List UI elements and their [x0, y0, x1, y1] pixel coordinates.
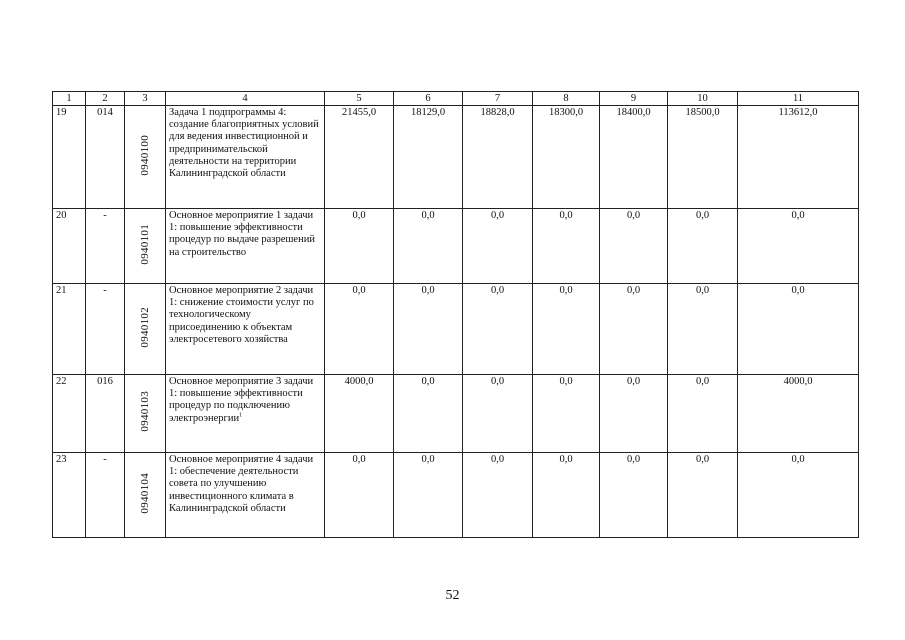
value-cell: 0,0: [738, 453, 859, 538]
header-cell: 2: [86, 92, 125, 106]
value-cell: 113612,0: [738, 106, 859, 209]
row-description: [166, 284, 325, 375]
header-cell: 1: [53, 92, 86, 106]
description-text: Задача 1 подпрограммы 4: создание благоприятных условий для ведения инвестиционной и предпринимательской деятельности на территории Калининградской области: [169, 107, 319, 180]
value-cell: 0,0: [325, 209, 394, 284]
value-cell: 0,0: [600, 284, 668, 375]
value-cell: 4000,0: [325, 375, 394, 453]
table-row: [53, 106, 859, 209]
value-cell: 18300,0: [533, 106, 600, 209]
row-classifier-code: [125, 284, 166, 375]
header-cell: 5: [325, 92, 394, 106]
header-cell: 3: [125, 92, 166, 106]
value-cell: 0,0: [325, 453, 394, 538]
row-classifier-code: [125, 209, 166, 284]
row-code: -: [86, 284, 125, 375]
header-cell: 6: [394, 92, 463, 106]
value-cell: 0,0: [463, 453, 533, 538]
row-code: 016: [86, 375, 125, 453]
row-number: 20: [53, 209, 86, 284]
value-cell: 0,0: [463, 209, 533, 284]
value-cell: 0,0: [668, 209, 738, 284]
row-description: [166, 106, 325, 209]
header-cell: 7: [463, 92, 533, 106]
budget-table: [52, 91, 859, 538]
row-description: [166, 375, 325, 453]
value-cell: 4000,0: [738, 375, 859, 453]
value-cell: 18129,0: [394, 106, 463, 209]
row-number: 23: [53, 453, 86, 538]
classifier-code-text: 0940101: [138, 223, 151, 265]
value-cell: 0,0: [325, 284, 394, 375]
row-number: 21: [53, 284, 86, 375]
row-description: [166, 453, 325, 538]
value-cell: 0,0: [394, 375, 463, 453]
table-row: [53, 453, 859, 538]
row-code: -: [86, 209, 125, 284]
value-cell: 0,0: [394, 209, 463, 284]
description-text: Основное мероприятие 1 задачи 1: повышение эффективности процедур по выдаче разрешений на строительство: [169, 210, 315, 258]
value-cell: 0,0: [600, 375, 668, 453]
row-classifier-code: [125, 375, 166, 453]
value-cell: 0,0: [600, 453, 668, 538]
table-header-row: [53, 92, 859, 106]
table-row: [53, 209, 859, 284]
description-text: Основное мероприятие 3 задачи 1: повышение эффективности процедур по подключению электроэнергии: [169, 376, 314, 424]
row-number: 22: [53, 375, 86, 453]
value-cell: 0,0: [668, 453, 738, 538]
row-code: -: [86, 453, 125, 538]
value-cell: 0,0: [533, 284, 600, 375]
description-text: Основное мероприятие 4 задачи 1: обеспечение деятельности совета по улучшению инвестиционного климата в Калининградской области: [169, 454, 314, 514]
value-cell: 18400,0: [600, 106, 668, 209]
value-cell: 0,0: [533, 209, 600, 284]
value-cell: 0,0: [394, 284, 463, 375]
row-classifier-code: [125, 106, 166, 209]
header-cell: 4: [166, 92, 325, 106]
row-classifier-code: [125, 453, 166, 538]
row-code: 014: [86, 106, 125, 209]
footnote-mark: 1: [239, 412, 243, 419]
value-cell: 0,0: [394, 453, 463, 538]
description-text: Основное мероприятие 2 задачи 1: снижение стоимости услуг по технологическому присоединению к объектам электросетевого хозяйства: [169, 285, 314, 345]
value-cell: 0,0: [463, 284, 533, 375]
header-cell: 10: [668, 92, 738, 106]
header-cell: 9: [600, 92, 668, 106]
header-cell: 8: [533, 92, 600, 106]
value-cell: 0,0: [533, 375, 600, 453]
page-number: 52: [445, 588, 460, 603]
table-row: [53, 375, 859, 453]
classifier-code-text: 0940104: [138, 472, 151, 514]
value-cell: 21455,0: [325, 106, 394, 209]
value-cell: 0,0: [533, 453, 600, 538]
value-cell: 0,0: [738, 209, 859, 284]
value-cell: 0,0: [463, 375, 533, 453]
value-cell: 0,0: [738, 284, 859, 375]
value-cell: 18500,0: [668, 106, 738, 209]
row-description: [166, 209, 325, 284]
value-cell: 18828,0: [463, 106, 533, 209]
row-number: 19: [53, 106, 86, 209]
classifier-code-text: 0940102: [138, 306, 151, 348]
classifier-code-text: 0940103: [138, 391, 151, 432]
table-row: [53, 284, 859, 375]
value-cell: 0,0: [600, 209, 668, 284]
classifier-code-text: 0940100: [138, 134, 151, 176]
header-cell: 11: [738, 92, 859, 106]
value-cell: 0,0: [668, 284, 738, 375]
value-cell: 0,0: [668, 375, 738, 453]
